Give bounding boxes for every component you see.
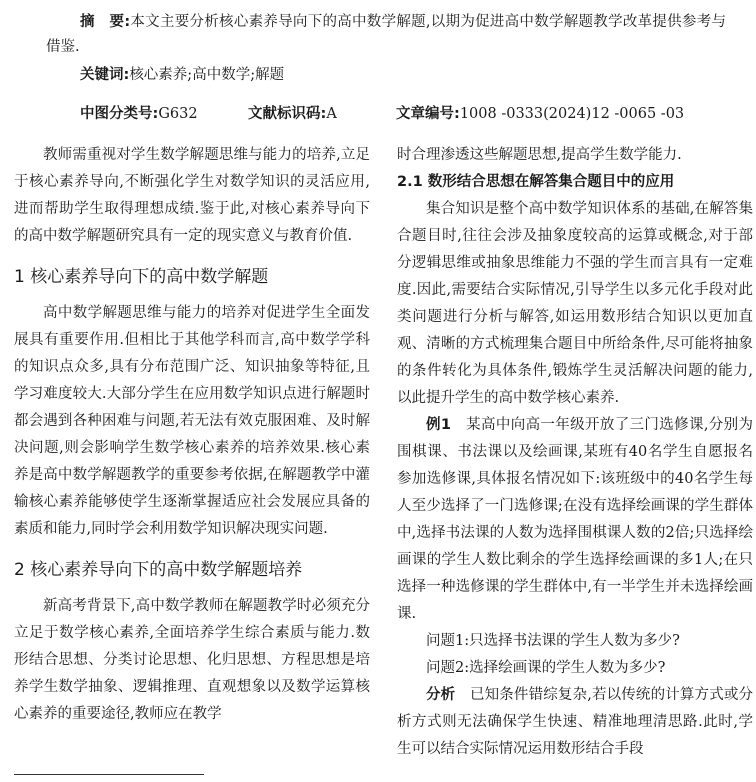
analysis-label: 分析 bbox=[426, 687, 456, 703]
keywords-text: 核心素养;高中数学;解题 bbox=[129, 67, 285, 83]
keywords bbox=[80, 63, 726, 88]
left-column bbox=[14, 142, 370, 728]
section-2-1-paragraph: 集合知识是整个高中数学知识体系的基础,在解答集合题目时,往往会涉及抽象度较高的运算或概念,对于部分逻辑思维或抽象思维能力不强的学生而言具有一定难度.因此,需要结合实际情况,引导学生以多元化手段对此类问题进行分析与解答,如运用数形结合知识以更加直观、清晰的方式梳理集合题目中所给条件,尽可能将抽象的条件转化为具体条件,锻炼学生灵活解决问题的能力,以此提升学生的高中数学核心素养. bbox=[397, 201, 753, 406]
analysis-text: 已知条件错综复杂,若以传统的计算方式或分析方式则无法确保学生快速、精准地理清思路.此时,学生可以结合实际情况运用数形结合手段 bbox=[397, 687, 754, 757]
article-number-value: 1008 -0333(2024)12 -0065 -03 bbox=[459, 105, 685, 122]
article-meta bbox=[80, 103, 726, 125]
section-2-heading: 2 核心素养导向下的高中数学解题培养 bbox=[14, 560, 303, 580]
intro-paragraph: 教师需重视对学生数学解题思维与能力的培养,立足于核心素养导向,不断强化学生对数学知识的灵活应用,进而帮助学生取得理想成绩.鉴于此,对核心素养导向下的高中数学解题研究具有一定的现实意义与教育价值. bbox=[14, 147, 370, 244]
question-1: 问题1:只选择书法课的学生人数为多少? bbox=[426, 633, 680, 649]
abstract bbox=[46, 10, 726, 60]
article-number-label: 文章编号: bbox=[396, 105, 460, 122]
doc-code-value: A bbox=[326, 105, 337, 122]
clc-value: G632 bbox=[158, 105, 198, 122]
doc-code bbox=[248, 103, 337, 125]
article-number bbox=[396, 103, 684, 125]
continuation-paragraph: 时合理渗透这些解题思想,提高学生数学能力. bbox=[397, 147, 682, 163]
section-2-1-heading: 2.1 数形结合思想在解答集合题目中的应用 bbox=[397, 174, 675, 190]
doc-code-label: 文献标识码: bbox=[248, 105, 327, 122]
analysis bbox=[397, 682, 753, 763]
abstract-label: 摘 要: bbox=[80, 14, 131, 30]
keywords-label: 关键词: bbox=[80, 67, 130, 83]
question-2: 问题2:选择绘画课的学生人数为多少? bbox=[426, 660, 666, 676]
clc-label: 中图分类号: bbox=[80, 105, 159, 122]
right-column bbox=[397, 142, 753, 763]
example-1-label: 例1 bbox=[426, 417, 451, 433]
example-1-text: 某高中向高一年级开放了三门选修课,分别为围棋课、书法课以及绘画课,某班有40名学生自愿报名参加选修课,具体报名情况如下:该班级中的40名学生每人至少选择了一门选修课;在没有选择绘画课的学生群体中,选择书法课的人数为选择围棋课人数的2倍;只选择绘画课的学生人数比剩余的学生选择绘画课的多1人;在只选择一种选修课的学生群体中,有一半学生并未选择绘画课. bbox=[397, 417, 754, 622]
example-1 bbox=[397, 412, 753, 628]
section-2-paragraph: 新高考背景下,高中数学教师在解题教学时必须充分立足于数学核心素养,全面培养学生综合素质与能力.数形结合思想、分类讨论思想、化归思想、方程思想是培养学生数学抽象、逻辑推理、直观想象以及数学运算核心素养的重要途径,教师应在教学 bbox=[14, 598, 370, 722]
section-1-heading: 1 核心素养导向下的高中数学解题 bbox=[14, 267, 269, 287]
footnote-rule bbox=[14, 774, 204, 775]
abstract-text: 本文主要分析核心素养导向下的高中数学解题,以期为促进高中数学解题教学改革提供参考与借鉴. bbox=[46, 14, 726, 55]
article-header bbox=[46, 10, 726, 125]
section-1-paragraph: 高中数学解题思维与能力的培养对促进学生全面发展具有重要作用.但相比于其他学科而言,高中数学学科的知识点众多,具有分布范围广泛、知识抽象等特征,且学习难度较大.大部分学生在应用数学知识点进行解题时都会遇到各种困难与问题,若无法有效克服困难、及时解决问题,则会影响学生数学核心素养的培养效果.核心素养是高中数学解题教学的重要参考依据,在解题教学中灌输核心素养能够使学生逐渐掌握适应社会发展应具备的素质和能力,同时学会利用数学知识解决现实问题. bbox=[14, 305, 370, 537]
clc-number bbox=[80, 103, 198, 125]
